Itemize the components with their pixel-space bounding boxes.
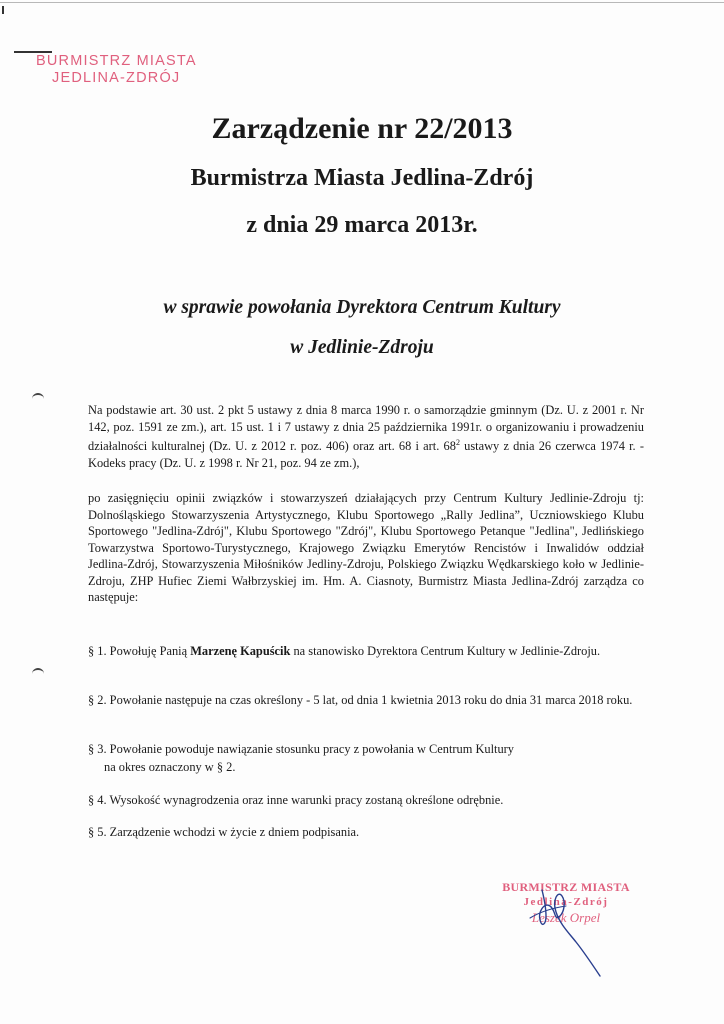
stamp-line-1: BURMISTRZ MIASTA: [36, 53, 197, 69]
section-3-line-2: na okres oznaczony w § 2.: [104, 760, 236, 774]
signature-stamp-town: Jedlina-Zdrój: [523, 896, 609, 908]
section-5: § 5. Zarządzenie wchodzi w życie z dniem podpisania.: [88, 825, 360, 839]
section-1-post: na stanowisko Dyrektora Centrum Kultury w Jedlinie-Zdroju.: [290, 644, 601, 658]
subject-line-1: w sprawie powołania Dyrektora Centrum Kultury: [163, 297, 561, 318]
punch-hole-mark: [32, 668, 44, 678]
document-title: Zarządzenie nr 22/2013: [211, 112, 513, 145]
section-3-line-1: § 3. Powołanie powoduje nawiązanie stosunku pracy z powołania w Centrum Kultury: [88, 742, 515, 756]
stamp-line-2: JEDLINA-ZDRÓJ: [52, 70, 181, 86]
section-2: § 2. Powołanie następuje na czas określony - 5 lat, od dnia 1 kwietnia 2013 roku do dnia 31 marca 2018 roku.: [88, 693, 633, 707]
section-1: [88, 642, 644, 660]
consultation-paragraph: po zasięgnięciu opinii związków i stowarzyszeń działających przy Centrum Kultury Jedlinie-Zdroju tj: Dolnośląskiego Stowarzyszenia Artystycznego, Klubu Sportowego „Rally Jedlina”, Uczniowskiego Klubu Sportowego "Jedlina-Zdrój", Klubu Sportowego "Zdrój", Klubu Sportowego Petanque "Jedlina", Jedlińskiego Towarzystwa Sportowo-Turystycznego, Krajowego Związku Emerytów Rencistów i Inwalidów oddział Jedlina-Zdrój, Stowarzyszenia Miłośników Jedliny-Zdroju, Polskiego Związku Wędkarskiego koło w Jedlinie-Zdroju, ZHP Hufiec Ziemi Wałbrzyskiej im. Hm. A. Ciasnoty, Burmistrz Miasta Jedlina-Zdrój zarządza co następuje:: [88, 491, 644, 604]
legal-basis-text: Na podstawie art. 30 ust. 2 pkt 5 ustawy z dnia 8 marca 1990 r. o samorządzie gminnym (Dz. U. z 2001 r. Nr 142, poz. 1591 ze zm.), art. 15 ust. 1 i 7 ustawy z dnia 25 października 1991r. o organizowaniu i prowadzeniu działalności kulturalnej (Dz. U. z 2012 r. poz. 406) oraz art. 68 i art. 68: [88, 403, 644, 454]
scan-edge-mark: [2, 6, 4, 14]
section-1-pre: § 1. Powołuję Panią: [88, 644, 191, 658]
scan-top-edge: [0, 2, 724, 3]
subject-line-2: w Jedlinie-Zdroju: [290, 337, 434, 358]
legal-basis-superscript: 2: [455, 438, 460, 447]
document-date: z dnia 29 marca 2013r.: [246, 212, 478, 238]
section-3: [88, 740, 644, 776]
section-4: § 4. Wysokość wynagrodzenia oraz inne warunki pracy zostaną określone odrębnie.: [88, 793, 504, 807]
handwritten-signature: [500, 872, 650, 982]
document-issuer: Burmistrza Miasta Jedlina-Zdrój: [190, 165, 534, 191]
appointee-name: Marzenę Kapuścik: [190, 644, 291, 658]
signature-stamp-name: Leszek Orpel: [531, 910, 601, 925]
legal-basis-end: ustawy z dnia 26 czerwca 1974 r. - Kodeks pracy (Dz. U. z 1998 r. Nr 21, poz. 94 ze zm.),: [88, 439, 644, 470]
punch-hole-mark: [32, 393, 44, 403]
mayor-stamp-top: [36, 53, 256, 87]
signature-stamp-title: BURMISTRZ MIASTA: [502, 880, 630, 894]
legal-basis-paragraph: [88, 402, 644, 471]
